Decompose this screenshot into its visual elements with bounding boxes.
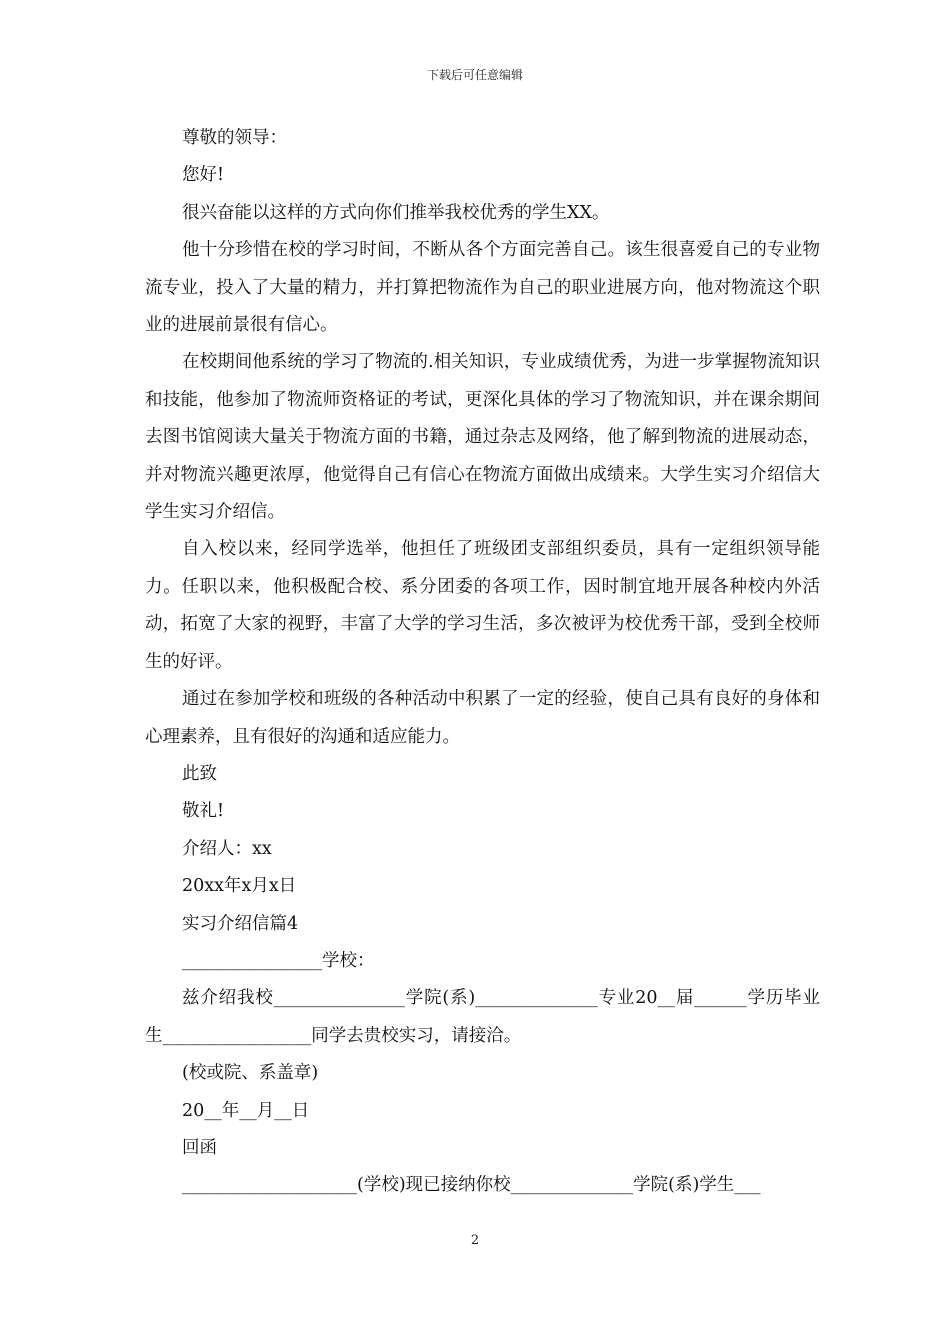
paragraph-2: 在校期间他系统的学习了物流的.相关知识，专业成绩优秀，为进一步掌握物流知识和技能，他参加了物流师资格证的考试，更深化具体的学习了物流知识，并在课余期间去图书馆阅读大量关于物流方面的书籍，通过杂志及网络，他了解到物流的进展动态，并对物流兴趣更浓厚，他觉得自己有信心在物流方面做出成绩来。大学生实习介绍信大学生实习介绍信。 xyxy=(145,352,820,523)
introduction-body: 兹介绍我校_______________学院(系)______________专业20__届______学历毕业生_________________同学去贵校实习，请接洽。 xyxy=(145,988,820,1046)
page-header: 下载后可任意编辑 xyxy=(426,68,523,82)
greeting: 您好! xyxy=(182,165,225,186)
school-line: ________________学校： xyxy=(182,950,375,971)
reply-title: 回函 xyxy=(182,1137,217,1158)
paragraph-3: 自入校以来，经同学选举，他担任了班级团支部组织委员，具有一定组织领导能力。任职以来，他积极配合校、系分团委的各项工作，因时制宜地开展各种校内外活动，拓宽了大家的视野，丰富了大学的学习生活，多次被评为校优秀干部，受到全校师生的好评。 xyxy=(145,539,820,672)
stamp-line: (校或院、系盖章) xyxy=(182,1063,319,1084)
intro-paragraph: 很兴奋能以这样的方式向你们推举我校优秀的学生XX。 xyxy=(182,202,610,223)
closing-line-1: 此致 xyxy=(182,763,217,784)
section-title: 实习介绍信篇4 xyxy=(182,913,299,934)
blank-date-line: 20__年__月__日 xyxy=(182,1100,310,1121)
letter-date: 20xx年x月x日 xyxy=(182,876,297,897)
reply-body: ____________________(学校)现已接纳你校______________学院(系)学生___ xyxy=(182,1175,761,1196)
paragraph-1: 他十分珍惜在校的学习时间，不断从各个方面完善自己。该生很喜爱自己的专业物流专业，投入了大量的精力，并打算把物流作为自己的职业进展方向，他对物流这个职业的进展前景很有信心。 xyxy=(145,240,820,336)
document-body xyxy=(145,120,820,1205)
page-number: 2 xyxy=(470,1233,480,1248)
paragraph-4: 通过在参加学校和班级的各种活动中积累了一定的经验，使自己具有良好的身体和心理素养，且有很好的沟通和适应能力。 xyxy=(145,689,820,747)
salutation: 尊敬的领导： xyxy=(182,128,287,148)
closing-line-2: 敬礼! xyxy=(182,801,225,822)
introducer-line: 介绍人：xx xyxy=(182,838,272,859)
